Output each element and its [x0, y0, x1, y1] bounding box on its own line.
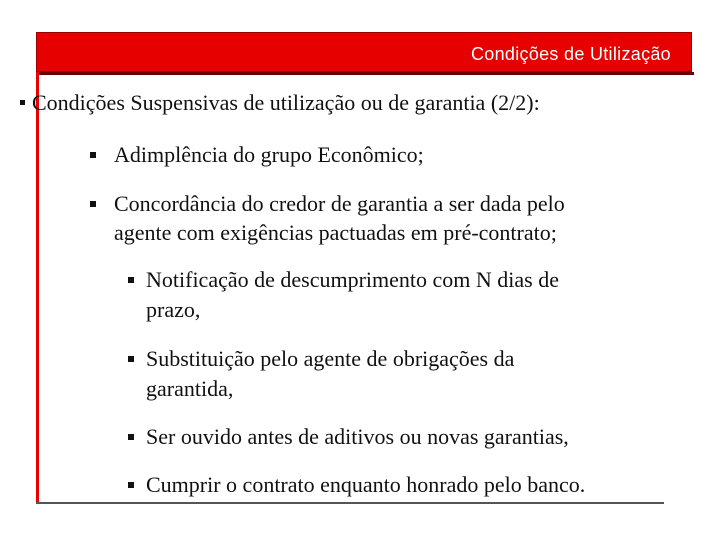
bullet-text: Adimplência do grupo Econômico;: [114, 142, 424, 167]
square-bullet-icon: [128, 277, 134, 283]
bullet-text: Concordância do credor de garantia a ser dada pelo: [114, 191, 565, 216]
title-bar: [36, 32, 692, 72]
square-bullet-icon: [90, 201, 96, 207]
sub-bullet-text: Substituição pelo agente de obrigações da: [146, 346, 515, 371]
sub-bullet-text: prazo,: [146, 297, 201, 322]
bullet-text: agente com exigências pactuadas em pré-contrato;: [114, 220, 557, 245]
sub-bullet-text: Notificação de descumprimento com N dias de: [146, 267, 559, 292]
heading-text: Condições Suspensivas de utilização ou de garantia (2/2):: [32, 90, 540, 115]
bottom-rule: [36, 502, 664, 504]
square-bullet-icon: [20, 100, 25, 105]
sub-bullet-text: Ser ouvido antes de aditivos ou novas garantias,: [146, 424, 569, 449]
square-bullet-icon: [128, 434, 134, 440]
sub-bullet-text: Cumprir o contrato enquanto honrado pelo banco.: [146, 472, 586, 497]
square-bullet-icon: [128, 356, 134, 362]
square-bullet-icon: [90, 152, 96, 158]
left-accent-rule: [36, 72, 39, 504]
square-bullet-icon: [128, 482, 134, 488]
title-bar-shadow: [38, 72, 694, 75]
sub-bullet-text: garantida,: [146, 376, 234, 401]
slide-title: Condições de Utilização: [470, 44, 671, 64]
